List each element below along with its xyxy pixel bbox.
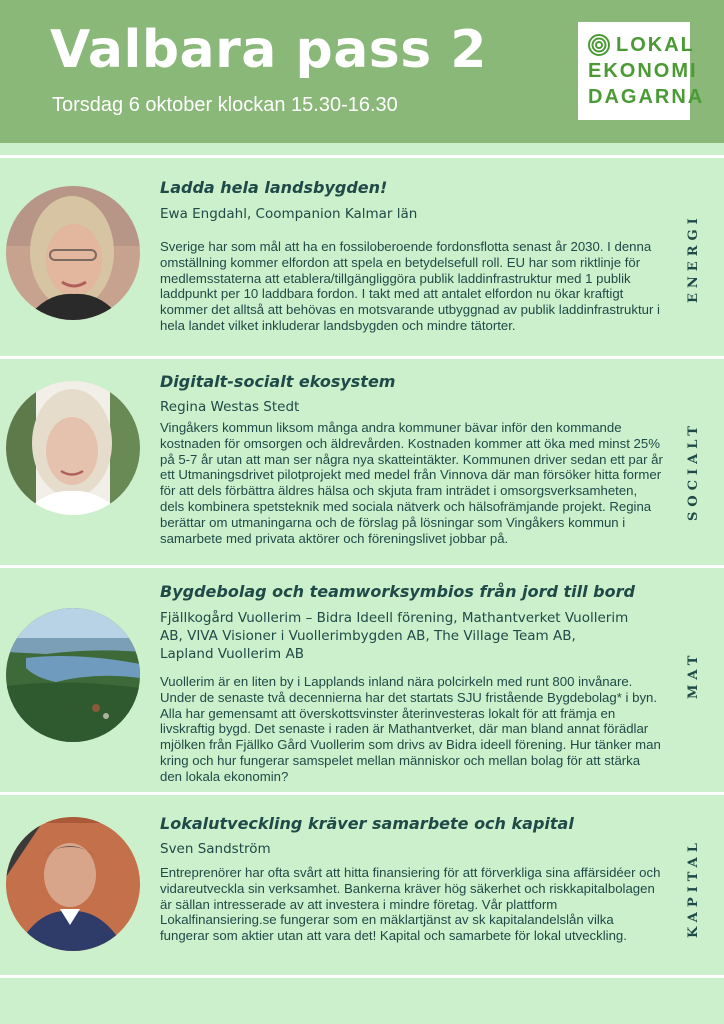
page-title: Valbara pass 2 — [50, 20, 487, 80]
session-title: Ladda hela landsbygden! — [160, 178, 388, 197]
category-label: SOCIALT — [686, 421, 701, 521]
speaker-photo — [6, 186, 140, 320]
session-speaker: Regina Westas Stedt — [160, 399, 300, 415]
session-speaker: Sven Sandström — [160, 841, 271, 857]
category-label: MAT — [686, 650, 701, 700]
session-description: Sverige har som mål att ha en fossiloberoende fordonsflotta senast år 2030. I denna omställning kommer elfordon att spela en betydelsefull roll. EU har som riktlinje för medlemsstaterna att etablera/tillgängliggöra publik laddinfrastruktur med 1 publik laddpunkt per 10 laddbara fordon. I takt med att antalet elfordon nu ökar kraftigt kommer det alltså att behövas en motsvarande utbyggnad av publik laddinfrastruktur i hela landet vilket inkluderar landsbygden och mindre tätorter. — [160, 239, 660, 333]
speaker-photo — [6, 381, 140, 515]
logo-text-line3: DAGARNA — [588, 86, 705, 108]
session-description: Entreprenörer har ofta svårt att hitta finansiering för att förverkliga sina affärsidéer och vidareutveckla sin verksamhet. Bankerna kräver hög säkerhet och riskkapitalbolagen är sällan intresserade av att investera i mindre företag. Vår plattform Lokalfinansiering.se fungerar som en mäklartjänst av sk kapitalandelslån vilka fungerar som aktier utan att vara det! Kapital och samarbete för lokal utveckling. — [160, 865, 661, 944]
landscape-image — [6, 608, 140, 742]
divider — [0, 975, 724, 978]
session-kapital — [0, 795, 724, 975]
session-socialt — [0, 359, 724, 565]
logo — [578, 22, 705, 120]
session-speaker: Ewa Engdahl, Coompanion Kalmar län — [160, 206, 418, 222]
speaker-photo — [6, 817, 140, 951]
category-label: ENERGI — [686, 213, 701, 303]
session-title: Digitalt-socialt ekosystem — [160, 372, 396, 391]
portrait-image — [6, 186, 140, 320]
session-description: Vuollerim är en liten by i Lapplands inland nära polcirkeln med runt 800 invånare. Under de senaste två decennierna har det startats SJU fristående Bygdebolag* i byn. Alla har gemensamt att överskottsvinster återinvesteras lokalt för att främja en livskraftig bygd. Det senaste i raden är Mathantverket, där man bland annat förädlar mjölken från Fjällko Gård Vuollerim som drivs av Bidra ideell förening. Hur tänker man kring och hur fungerar samspelet mellan människor och mellan bolag för att stärka den lokala ekonomin? — [160, 674, 661, 784]
session-description: Vingåkers kommun liksom många andra kommuner bävar inför den kommande kostnaden för omsorgen och äldrevården. Kostnaden kommer att öka med minst 25% på 5-7 år utan att man ser några nya skatteintäkter. Kommunen driver sedan ett par år ett Utmaningsdrivet pilotprojekt med medel från Vinnova där man försöker hitta former för att dels förbättra äldres hälsa och skjuta fram inträdet i omsorgsverksamheten, dels kombinera spetsteknik med sociala nätverk och hälsofrämjande projekt. Regina berättar om utmaningarna och de förslag på lösningar som Vingåkers kommun i samarbete med privata aktörer och föreningslivet jobbar på. — [160, 420, 663, 546]
concentric-circles-icon — [588, 34, 610, 56]
session-mat — [0, 568, 724, 792]
logo-text-line2: EKONOMI — [588, 60, 698, 82]
divider — [0, 155, 724, 158]
speaker-photo — [6, 608, 140, 742]
session-title: Bygdebolag och teamworksymbios från jord till bord — [160, 582, 635, 601]
session-speaker: Fjällkogård Vuollerim – Bidra Ideell förening, Mathantverket Vuollerim AB, VIVA Visioner i Vuollerimbygden AB, The Village Team AB, Lapland Vuollerim AB — [160, 610, 629, 662]
portrait-image — [6, 817, 140, 951]
category-label: KAPITAL — [686, 838, 701, 938]
header-banner — [0, 0, 724, 143]
page-subtitle: Torsdag 6 oktober klockan 15.30-16.30 — [52, 94, 398, 116]
logo-text-line1: LOKAL — [616, 34, 695, 56]
session-energi — [0, 160, 724, 356]
session-title: Lokalutveckling kräver samarbete och kapital — [160, 814, 574, 833]
portrait-image — [6, 381, 140, 515]
